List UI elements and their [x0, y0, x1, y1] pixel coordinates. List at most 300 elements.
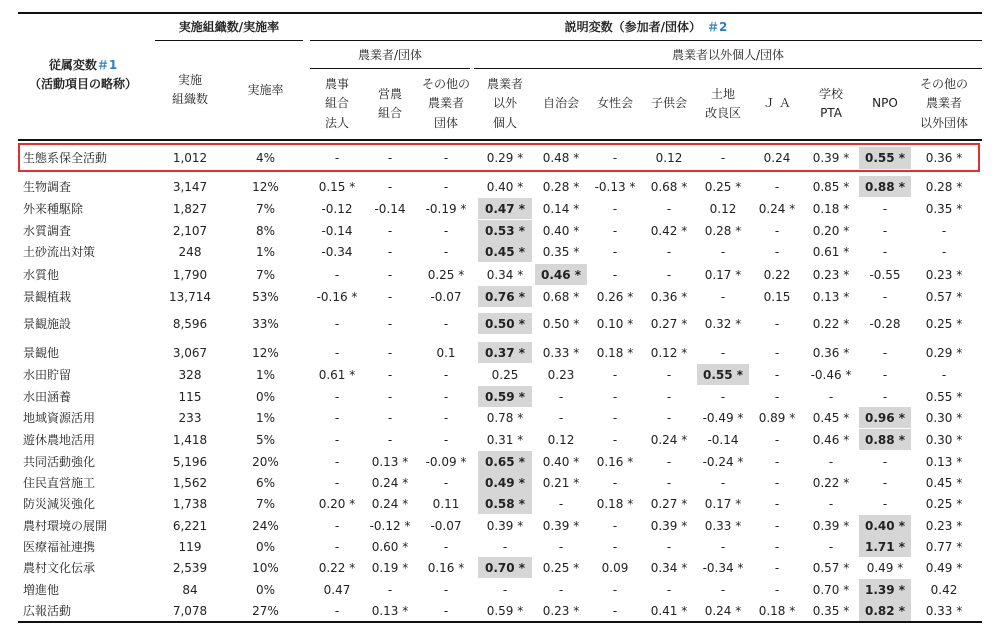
column-header: 子供会 — [650, 96, 687, 111]
coefficient-value: - — [443, 603, 449, 618]
coefficient-value: 0.12 — [547, 432, 575, 447]
coefficient-value: - — [443, 432, 449, 447]
coefficient-value: 0.34 * — [650, 560, 688, 575]
impl-rate-value: 7% — [255, 267, 276, 282]
coefficient-value: 0.39 * — [812, 518, 850, 533]
coefficient-value: -0.07 — [430, 289, 462, 304]
coefficient-value: - — [443, 539, 449, 554]
expl-group-label: 説明変数（参加者/団体） — [564, 20, 702, 34]
coefficient-value: - — [828, 496, 834, 511]
impl-count-value: 1,790 — [172, 267, 208, 282]
impl-count-header: 実施 組織数 — [171, 72, 208, 106]
coefficient-value: 0.41 * — [650, 603, 688, 618]
coefficient-value: 0.55 * — [925, 389, 963, 404]
coefficient-value: 0.23 — [547, 367, 575, 382]
coefficient-value: 0.09 — [601, 560, 629, 575]
impl-count-value: 13,714 — [169, 289, 211, 304]
coefficient-value: - — [774, 518, 780, 533]
coefficient-value: 0.39 * — [486, 518, 524, 533]
impl-rate-value: 27% — [252, 603, 279, 618]
coefficient-value: 0.18 * — [812, 201, 850, 216]
table-bottom-rule — [18, 621, 982, 623]
coefficient-value: 0.32 * — [704, 316, 742, 331]
nonfarmers-group-rule — [474, 68, 982, 69]
coefficient-value: 0.68 * — [542, 289, 580, 304]
coefficient-value: 0.25 * — [925, 496, 963, 511]
coefficient-value: 0.57 * — [812, 560, 850, 575]
coefficient-value: - — [387, 345, 393, 360]
coefficient-value: - — [612, 244, 618, 259]
coefficient-value: - — [387, 432, 393, 447]
column-header: 農業者 以外 個人 — [486, 77, 523, 130]
coefficient-value: 0.40 * — [542, 223, 580, 238]
column-header: Ｊ Ａ — [763, 96, 791, 111]
coefficient-value: - — [774, 560, 780, 575]
highlighted-coefficient: 0.50 * — [478, 313, 532, 334]
coefficient-value: - — [334, 432, 340, 447]
coefficient-value: - — [666, 367, 672, 382]
impl-count-value: 1,562 — [172, 475, 208, 490]
impl-count-value: 233 — [178, 410, 202, 425]
highlighted-coefficient: 0.46 * — [535, 264, 587, 285]
coefficient-value: - — [774, 223, 780, 238]
coefficient-value: - — [882, 367, 888, 382]
coefficient-value: - — [612, 410, 618, 425]
coefficient-value: - — [720, 475, 726, 490]
coefficient-value: - — [443, 389, 449, 404]
farmers-group-rule — [310, 68, 470, 69]
nonfarmers-group-header: 農業者以外個人/団体 — [671, 48, 785, 62]
coefficient-value: - — [443, 367, 449, 382]
column-header: 自治会 — [542, 96, 579, 111]
coefficient-value: - — [334, 151, 340, 165]
coefficient-value: - — [666, 582, 672, 597]
coefficient-value: 0.39 * — [812, 151, 850, 165]
impl-count-value: 1,738 — [172, 496, 208, 511]
coefficient-value: - — [774, 475, 780, 490]
coefficient-value: - — [387, 582, 393, 597]
coefficient-value: - — [558, 410, 564, 425]
coefficient-value: -0.24 * — [702, 454, 744, 469]
coefficient-value: 0.36 * — [925, 151, 963, 165]
row-label: 遊休農地活用 — [23, 432, 96, 447]
coefficient-value: - — [774, 454, 780, 469]
column-header: 学校 PTA — [818, 86, 843, 120]
coefficient-value: - — [334, 316, 340, 331]
coefficient-value: - — [941, 367, 947, 382]
impl-rate-value: 1% — [255, 367, 276, 382]
coefficient-value: 0.59 * — [486, 603, 524, 618]
coefficient-value: - — [666, 539, 672, 554]
coefficient-value: 0.16 * — [596, 454, 634, 469]
impl-rate-value: 0% — [255, 582, 276, 597]
coefficient-value: 0.20 * — [812, 223, 850, 238]
coefficient-value: - — [443, 223, 449, 238]
coefficient-value: 0.20 * — [318, 496, 356, 511]
coefficient-value: - — [666, 454, 672, 469]
coefficient-value: 0.35 * — [925, 201, 963, 216]
coefficient-value: - — [334, 539, 340, 554]
coefficient-value: 0.13 * — [371, 603, 409, 618]
column-header: 女性会 — [596, 96, 633, 111]
coefficient-value: - — [502, 582, 508, 597]
highlighted-coefficient: 0.82 * — [859, 600, 911, 621]
highlighted-coefficient: 0.47 * — [478, 198, 532, 219]
coefficient-value: - — [882, 496, 888, 511]
coefficient-value: 0.24 * — [650, 432, 688, 447]
coefficient-value: - — [612, 223, 618, 238]
coefficient-value: 0.25 * — [542, 560, 580, 575]
coefficient-value: 0.33 * — [925, 603, 963, 618]
column-header: 農事 組合 法人 — [324, 77, 349, 130]
coefficient-value: 0.45 * — [812, 410, 850, 425]
coefficient-value: 0.27 * — [650, 496, 688, 511]
coefficient-value: 0.12 — [709, 201, 737, 216]
coefficient-value: - — [558, 389, 564, 404]
coefficient-value: 0.18 * — [596, 345, 634, 360]
coefficient-value: 0.22 * — [812, 475, 850, 490]
highlighted-coefficient: 0.58 * — [478, 493, 532, 514]
coefficient-value: - — [443, 582, 449, 597]
coefficient-value: 0.28 * — [542, 179, 580, 194]
coefficient-value: -0.55 — [869, 267, 901, 282]
impl-count-value: 6,221 — [172, 518, 208, 533]
coefficient-value: 0.35 * — [542, 244, 580, 259]
coefficient-value: - — [558, 582, 564, 597]
coefficient-value: 0.45 * — [925, 475, 963, 490]
coefficient-value: 0.22 * — [812, 316, 850, 331]
coefficient-value: - — [774, 244, 780, 259]
coefficient-value: 0.29 * — [486, 151, 524, 165]
coefficient-value: 0.48 * — [542, 151, 580, 165]
highlighted-coefficient: 0.53 * — [478, 220, 532, 241]
highlighted-coefficient: 0.88 * — [859, 176, 911, 197]
coefficient-value: -0.34 — [321, 244, 353, 259]
coefficient-value: - — [387, 223, 393, 238]
expl-group-header — [310, 16, 982, 38]
coefficient-value: - — [666, 389, 672, 404]
impl-count-value: 8,596 — [172, 316, 208, 331]
coefficient-value: 0.12 — [655, 151, 683, 165]
coefficient-value: 0.21 * — [542, 475, 580, 490]
row-label: 広報活動 — [23, 603, 72, 618]
coefficient-value: - — [720, 539, 726, 554]
dep-var-label: 従属変数 — [48, 58, 97, 73]
coefficient-value: - — [720, 389, 726, 404]
coefficient-value: - — [774, 179, 780, 194]
coefficient-value: - — [666, 244, 672, 259]
coefficient-value: - — [502, 539, 508, 554]
row-label: 生物調査 — [23, 179, 72, 194]
coefficient-value: -0.14 — [707, 432, 739, 447]
coefficient-value: 0.10 * — [596, 316, 634, 331]
impl-count-value: 2,539 — [172, 560, 208, 575]
coefficient-value: -0.16 * — [316, 289, 358, 304]
coefficient-value: - — [387, 410, 393, 425]
dep-var-note: ＃1 — [96, 58, 118, 73]
coefficient-value: - — [720, 289, 726, 304]
coefficient-value: 0.13 * — [812, 289, 850, 304]
row-label: 生態系保全活動 — [23, 151, 108, 165]
coefficient-value: - — [443, 151, 449, 165]
coefficient-value: - — [882, 475, 888, 490]
coefficient-value: - — [774, 389, 780, 404]
coefficient-value: - — [882, 244, 888, 259]
coefficient-value: - — [558, 539, 564, 554]
coefficient-value: 0.30 * — [925, 432, 963, 447]
highlighted-coefficient: 0.96 * — [859, 407, 911, 428]
column-header: 営農 組合 — [377, 86, 402, 120]
coefficient-value: 0.18 * — [758, 603, 796, 618]
highlighted-coefficient: 0.55 * — [859, 147, 911, 169]
coefficient-value: - — [941, 223, 947, 238]
highlighted-coefficient: 0.88 * — [859, 429, 911, 450]
coefficient-value: 0.18 * — [596, 496, 634, 511]
coefficient-value: 0.15 * — [318, 179, 356, 194]
impl-rate-value: 53% — [252, 289, 279, 304]
coefficient-value: - — [612, 201, 618, 216]
coefficient-value: - — [882, 454, 888, 469]
column-header: NPO — [872, 96, 898, 111]
coefficient-value: 0.29 * — [925, 345, 963, 360]
coefficient-value: 0.85 * — [812, 179, 850, 194]
coefficient-value: 0.16 * — [427, 560, 465, 575]
coefficient-value: - — [334, 389, 340, 404]
coefficient-value: 0.50 * — [542, 316, 580, 331]
coefficient-value: - — [720, 244, 726, 259]
coefficient-value: - — [774, 367, 780, 382]
coefficient-value: - — [666, 267, 672, 282]
coefficient-value: 0.49 * — [866, 560, 904, 575]
coefficient-value: 0.49 * — [925, 560, 963, 575]
row-label: 水田涵養 — [23, 389, 72, 404]
coefficient-value: 0.60 * — [371, 539, 409, 554]
row-label: 増進他 — [23, 582, 60, 597]
impl-rate-value: 5% — [255, 432, 276, 447]
coefficient-value: -0.12 * — [369, 518, 411, 533]
coefficient-value: 0.61 * — [812, 244, 850, 259]
coefficient-value: - — [443, 244, 449, 259]
coefficient-value: - — [666, 410, 672, 425]
coefficient-value: 0.27 * — [650, 316, 688, 331]
coefficient-value: -0.14 — [321, 223, 353, 238]
row-label: 水質他 — [23, 267, 60, 282]
impl-rate-value: 4% — [255, 151, 276, 165]
highlighted-coefficient: 0.49 * — [478, 472, 532, 493]
coefficient-value: 0.89 * — [758, 410, 796, 425]
impl-count-value: 5,196 — [172, 454, 208, 469]
coefficient-value: - — [882, 289, 888, 304]
coefficient-value: 0.15 — [763, 289, 791, 304]
impl-count-value: 3,147 — [172, 179, 208, 194]
coefficient-value: - — [666, 475, 672, 490]
coefficient-value: 0.24 — [763, 151, 791, 165]
coefficient-value: - — [612, 475, 618, 490]
coefficient-value: 0.25 * — [925, 316, 963, 331]
row-label: 地域資源活用 — [23, 410, 96, 425]
coefficient-value: 0.78 * — [486, 410, 524, 425]
coefficient-value: - — [443, 316, 449, 331]
row-label: 共同活動強化 — [23, 454, 96, 469]
coefficient-value: - — [720, 151, 726, 165]
coefficient-value: 0.70 * — [812, 582, 850, 597]
coefficient-value: - — [666, 201, 672, 216]
expl-group-note: ＃2 — [707, 20, 728, 34]
coefficient-value: - — [774, 539, 780, 554]
impl-rate-value: 1% — [255, 410, 276, 425]
highlighted-coefficient: 0.76 * — [478, 286, 532, 307]
coefficient-value: - — [334, 345, 340, 360]
highlight-box — [18, 143, 980, 172]
coefficient-value: - — [882, 389, 888, 404]
coefficient-value: - — [334, 410, 340, 425]
coefficient-value: 0.23 * — [812, 267, 850, 282]
coefficient-value: 0.14 * — [542, 201, 580, 216]
coefficient-value: 0.42 — [930, 582, 958, 597]
row-label: 景観他 — [23, 345, 60, 360]
coefficient-value: 0.28 * — [925, 179, 963, 194]
row-label: 医療福祉連携 — [23, 539, 96, 554]
row-label: 景観施設 — [23, 316, 72, 331]
impl-rate-value: 20% — [252, 454, 279, 469]
coefficient-value: -0.19 * — [425, 201, 467, 216]
coefficient-value: 0.33 * — [542, 345, 580, 360]
expl-group-rule — [310, 40, 982, 41]
coefficient-value: 0.13 * — [371, 454, 409, 469]
highlighted-coefficient: 0.70 * — [478, 557, 532, 578]
impl-count-value: 7,078 — [172, 603, 208, 618]
highlighted-coefficient: 0.55 * — [697, 364, 749, 385]
coefficient-value: 0.24 * — [371, 475, 409, 490]
coefficient-value: - — [443, 179, 449, 194]
coefficient-value: 0.25 — [491, 367, 519, 382]
coefficient-value: 0.22 * — [318, 560, 356, 575]
coefficient-value: - — [612, 389, 618, 404]
coefficient-value: 0.33 * — [704, 518, 742, 533]
column-header: 土地 改良区 — [704, 86, 741, 120]
impl-rate-value: 12% — [252, 345, 279, 360]
coefficient-value: - — [334, 475, 340, 490]
coefficient-value: - — [334, 454, 340, 469]
coefficient-value: 0.31 * — [486, 432, 524, 447]
impl-rate-value: 0% — [255, 389, 276, 404]
coefficient-value: 0.30 * — [925, 410, 963, 425]
impl-count-value: 1,418 — [172, 432, 208, 447]
coefficient-value: - — [828, 454, 834, 469]
coefficient-value: - — [387, 316, 393, 331]
coefficient-value: 0.35 * — [812, 603, 850, 618]
coefficient-value: - — [334, 518, 340, 533]
highlighted-coefficient: 0.40 * — [859, 515, 911, 536]
row-label: 防災減災強化 — [23, 496, 96, 511]
coefficient-value: 0.25 * — [704, 179, 742, 194]
coefficient-value: - — [882, 345, 888, 360]
row-label: 農村文化伝承 — [23, 560, 96, 575]
coefficient-value: 0.39 * — [542, 518, 580, 533]
impl-count-value: 84 — [182, 582, 198, 597]
column-header: その他の 農業者 団体 — [421, 77, 470, 130]
highlighted-coefficient: 0.59 * — [478, 386, 532, 407]
coefficient-value: - — [612, 367, 618, 382]
coefficient-value: 0.26 * — [596, 289, 634, 304]
impl-count-value: 119 — [178, 539, 202, 554]
impl-count-value: 115 — [178, 389, 202, 404]
highlighted-coefficient: 0.65 * — [478, 451, 532, 472]
coefficient-value: -0.12 — [321, 201, 353, 216]
coefficient-value: - — [443, 410, 449, 425]
coefficient-value: 0.47 — [323, 582, 351, 597]
coefficient-value: 0.17 * — [704, 267, 742, 282]
coefficient-value: 0.23 * — [542, 603, 580, 618]
impl-rate-value: 24% — [252, 518, 279, 533]
impl-rate-value: 0% — [255, 539, 276, 554]
coefficient-value: - — [612, 603, 618, 618]
coefficient-value: 0.40 * — [542, 454, 580, 469]
impl-count-value: 2,107 — [172, 223, 208, 238]
impl-group-rule — [155, 40, 303, 41]
coefficient-value: 0.22 — [763, 267, 791, 282]
impl-rate-value: 8% — [255, 223, 276, 238]
coefficient-value: 0.13 * — [925, 454, 963, 469]
coefficient-value: - — [387, 389, 393, 404]
coefficient-value: - — [387, 179, 393, 194]
coefficient-value: -0.09 * — [425, 454, 467, 469]
coefficient-value: -0.14 — [374, 201, 406, 216]
coefficient-value: - — [828, 539, 834, 554]
coefficient-value: -0.46 * — [810, 367, 852, 382]
coefficient-value: 0.40 * — [486, 179, 524, 194]
coefficient-value: - — [387, 289, 393, 304]
coefficient-value: - — [334, 603, 340, 618]
coefficient-value: - — [558, 496, 564, 511]
coefficient-value: 0.34 * — [486, 267, 524, 282]
coefficient-value: - — [612, 539, 618, 554]
header-bottom-rule — [18, 139, 982, 141]
coefficient-value: -0.13 * — [594, 179, 636, 194]
impl-count-value: 1,012 — [172, 151, 208, 165]
coefficient-value: 0.1 — [436, 345, 456, 360]
coefficient-value: 0.61 * — [318, 367, 356, 382]
impl-count-value: 1,827 — [172, 201, 208, 216]
coefficient-value: - — [774, 316, 780, 331]
impl-rate-value: 33% — [252, 316, 279, 331]
coefficient-value: - — [882, 201, 888, 216]
row-label: 景観植栽 — [23, 289, 72, 304]
coefficient-value: - — [774, 582, 780, 597]
coefficient-value: 0.39 * — [650, 518, 688, 533]
coefficient-value: 0.25 * — [427, 267, 465, 282]
impl-rate-value: 7% — [255, 496, 276, 511]
coefficient-value: - — [612, 267, 618, 282]
impl-count-value: 3,067 — [172, 345, 208, 360]
coefficient-value: - — [387, 367, 393, 382]
coefficient-value: - — [720, 345, 726, 360]
highlighted-coefficient: 0.37 * — [478, 342, 532, 363]
row-label: 土砂流出対策 — [23, 244, 96, 259]
impl-rate-value: 7% — [255, 201, 276, 216]
coefficient-value: 0.42 * — [650, 223, 688, 238]
coefficient-value: 0.23 * — [925, 518, 963, 533]
coefficient-value: 0.17 * — [704, 496, 742, 511]
coefficient-value: 0.68 * — [650, 179, 688, 194]
coefficient-value: 0.36 * — [650, 289, 688, 304]
farmers-group-header: 農業者/団体 — [357, 48, 423, 62]
coefficient-value: 0.12 * — [650, 345, 688, 360]
coefficient-value: - — [828, 389, 834, 404]
impl-rate-value: 6% — [255, 475, 276, 490]
coefficient-value: - — [387, 267, 393, 282]
highlighted-coefficient: 1.71 * — [859, 536, 911, 557]
